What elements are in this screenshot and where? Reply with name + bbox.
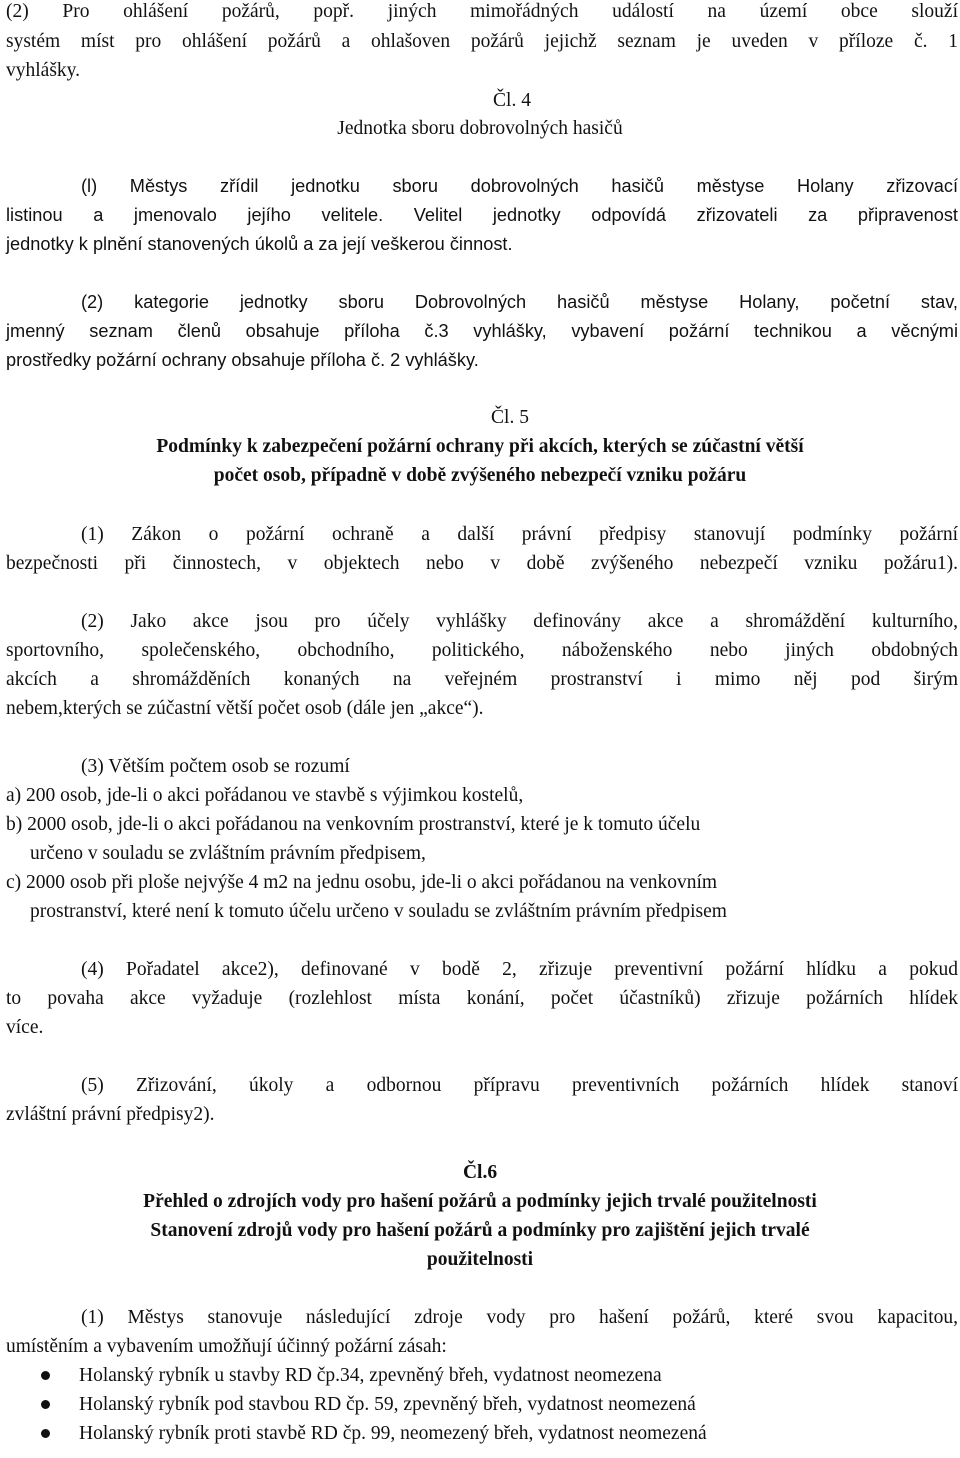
bullet-icon (41, 1400, 50, 1409)
cl5-p5-line-2: zvláštní právní předpisy2). (6, 1104, 215, 1125)
bullet-icon (41, 1429, 50, 1438)
cl5-p4-line-3: více. (6, 1017, 44, 1038)
cl6-p1-line-2: umístěním a vybavením umožňují účinný požární zásah: (6, 1336, 447, 1357)
cl5-p3-item-b-line-1: b) 2000 osob, jde-li o akci pořádanou na venkovním prostranství, které je k tomuto účelu (6, 814, 701, 835)
cl6-number: Čl.6 (462, 1162, 498, 1183)
cl5-p3-item-b-line-2: určeno v souladu se zvláštním právním předpisem, (30, 843, 426, 864)
cl5-p2-line-1: (2) Jako akce jsou pro účely vyhlášky definovány akce a shromáždění kulturního, (81, 611, 958, 632)
cl5-p2-line-2: sportovního, společenského, obchodního, politického, náboženského nebo jiných obdobných (6, 640, 958, 661)
cl4-p1-line-2 (6, 203, 958, 227)
list-item-text: Holanský rybník u stavby RD čp.34, zpevněný břeh, vydatnost neomezena (79, 1365, 662, 1386)
cl4-title: Jednotka sboru dobrovolných hasičů (337, 118, 623, 139)
cl5-p2-line-3: akcích a shromážděních konaných na veřejném prostranství i mimo něj pod širým (6, 669, 958, 690)
cl5-p4-line-2: to povaha akce vyžaduje (rozlehlost místa konání, počet účastníků) zřizuje požárních hlídek (6, 988, 958, 1009)
cl5-p2-line-4: nebem,kterých se zúčastní větší počet osob (dále jen „akce“). (6, 698, 484, 719)
cl5-p1-line-1: (1) Zákon o požární ochraně a další právní předpisy stanovují podmínky požární (81, 524, 958, 545)
cl4-p1-line-2b: Velitel jednotky odpovídá zřizovateli za připravenost (383, 205, 958, 225)
cl6-title-line-1: Přehled o zdrojích vody pro hašení požárů a podmínky jejich trvalé použitelnosti (143, 1191, 817, 1212)
cl4-p2-line-2: jmenný seznam členů obsahuje příloha č.3 vyhlášky, vybavení požární technikou a věcnými (6, 321, 958, 341)
cl4-p2-line-3: prostředky požární ochrany obsahuje příloha č. 2 vyhlášky. (6, 350, 479, 370)
cl5-number: Čl. 5 (491, 407, 529, 428)
cl5-p3-intro: (3) Větším počtem osob se rozumí (81, 756, 350, 777)
cl5-title-line-1: Podmínky k zabezpečení požární ochrany při akcích, kterých se zúčastní větší (156, 436, 804, 457)
cl5-p3-item-c-line-2: prostranství, které není k tomuto účelu určeno v souladu se zvláštním právním předpisem (30, 901, 727, 922)
cl6-title-line-2: Stanovení zdrojů vody pro hašení požárů a podmínky pro zajištění jejich trvalé (150, 1220, 810, 1241)
cl5-p5-line-1: (5) Zřizování, úkoly a odbornou přípravu preventivních požárních hlídek stanoví (81, 1075, 958, 1096)
cl5-p4-line-1: (4) Pořadatel akce2), definované v bodě 2, zřizuje preventivní požární hlídku a pokud (81, 959, 958, 980)
cl4-p1-line-2a: listinou a jmenovalo jejího velitele. (6, 205, 384, 225)
cl4-p2-line-1: (2) kategorie jednotky sboru Dobrovolných hasičů městyse Holany, početní stav, (81, 292, 958, 312)
cl4-p1-line-1: (l) Městys zřídil jednotku sboru dobrovolných hasičů městyse Holany zřizovací (81, 176, 958, 196)
intro-line-3: vyhlášky. (6, 60, 81, 81)
list-item-text: Holanský rybník proti stavbě RD čp. 99, neomezený břeh, vydatnost neomezená (79, 1423, 707, 1444)
intro-line-2: systém míst pro ohlášení požárů a ohlašoven požárů jejichž seznam je uveden v příloze č. 1 (6, 31, 958, 52)
list-item-text: Holanský rybník pod stavbou RD čp. 59, zpevněný břeh, vydatnost neomezená (79, 1394, 696, 1415)
intro-line-1: (2) Pro ohlášení požárů, popř. jiných mimořádných událostí na území obce slouží (6, 1, 958, 22)
cl5-title-line-2: počet osob, případně v době zvýšeného nebezpečí vzniku požáru (213, 465, 747, 486)
cl5-p1-line-2: bezpečnosti při činnostech, v objektech nebo v době zvýšeného nebezpečí vzniku požáru1). (6, 553, 958, 574)
cl6-p1-line-1: (1) Městys stanovuje následující zdroje vody pro hašení požárů, které svou kapacitou, (81, 1307, 958, 1328)
cl4-number: Čl. 4 (493, 90, 531, 111)
cl4-p1-line-3: jednotky k plnění stanovených úkolů a za její veškerou činnost. (6, 234, 513, 254)
bullet-icon (41, 1371, 50, 1380)
cl5-p3-item-a: a) 200 osob, jde-li o akci pořádanou ve stavbě s výjimkou kostelů, (6, 785, 524, 806)
cl5-p3-item-c-line-1: c) 2000 osob při ploše nejvýše 4 m2 na jednu osobu, jde-li o akci pořádanou na venkovním (6, 872, 718, 893)
cl6-title-line-3: použitelnosti (426, 1249, 534, 1270)
